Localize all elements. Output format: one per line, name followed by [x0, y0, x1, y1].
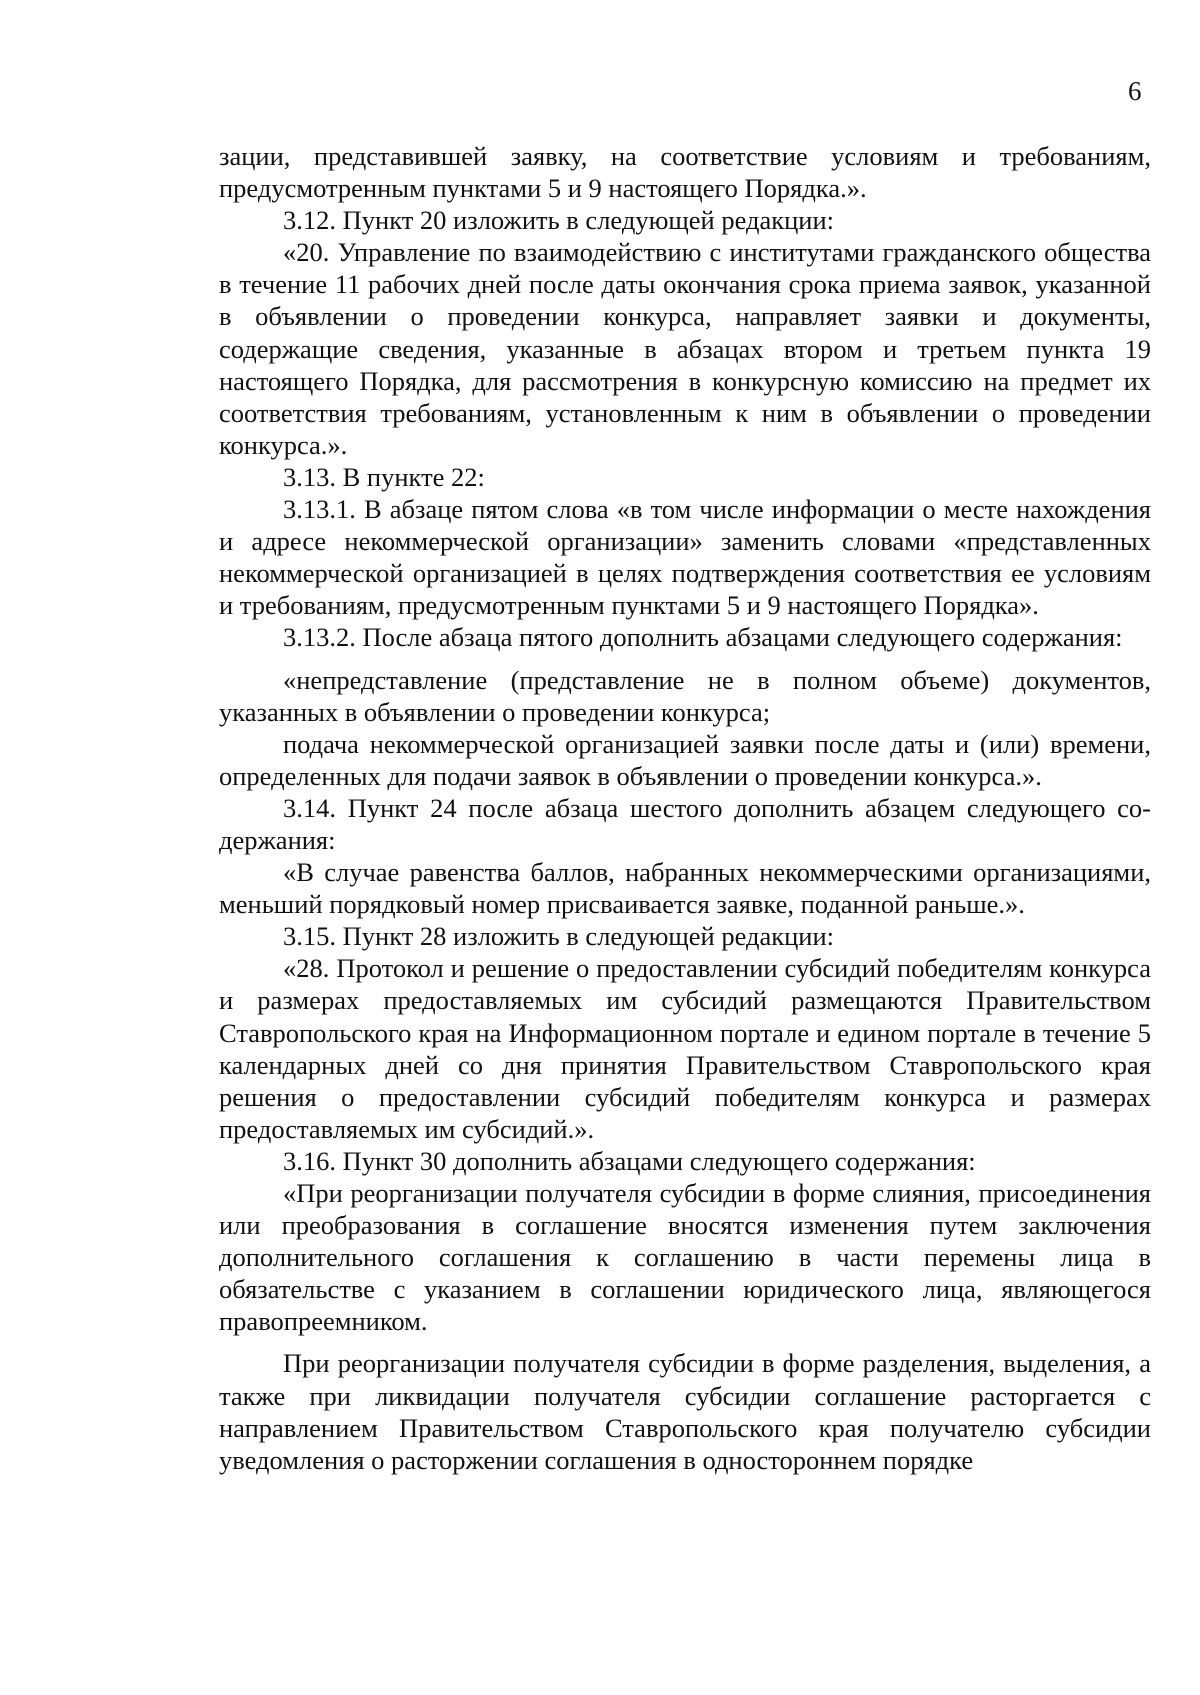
- paragraph-3-13-2: 3.13.2. После абзаца пятого дополнить абзацами следующего содержания:: [283, 622, 1123, 653]
- paragraph-reorganization-division: При реорганизации получателя субсидии в форме разделения, выделения, а также при ликвидации получателя субсидии соглашение расторгается с направлением Правительством Ставропольского края получателю субсидии уведомления о расторжении соглашения в одностороннем порядке: [219, 1348, 1151, 1475]
- paragraph-3-15: 3.15. Пункт 28 изложить в следующей редакции:: [283, 921, 835, 952]
- document-body: [219, 140, 1151, 1476]
- page-number: 6: [1128, 76, 1142, 106]
- paragraph-3-13-1: 3.13.1. В абзаце пятом слова «в том числе информации о месте нахождения и адресе некоммерческой организации» заменить словами «представленных некоммерческой организацией в целях подтверждения соответствия ее условиям и требованиям, предусмотренным пунктами 5 и 9 настоящего Порядка».: [219, 494, 1151, 621]
- paragraph-3-14: 3.14. Пункт 24 после абзаца шестого дополнить абзацем следующего содержания:: [219, 792, 1151, 855]
- paragraph-nonsubmission: «непредставление (представление не в полном объеме) документов, указанных в объявлении о проведении конкурса;: [219, 664, 1151, 727]
- paragraph-3-16: 3.16. Пункт 30 дополнить абзацами следующего содержания:: [283, 1145, 976, 1176]
- paragraph-equal-scores: «В случае равенства баллов, набранных некоммерческими организациями, меньший порядковый номер присваивается заявке, поданной раньше.».: [219, 857, 1151, 920]
- paragraph-item-20: «20. Управление по взаимодействию с институтами гражданского общества в течение 11 рабочих дней после даты окончания срока приема заявок, указанной в объявлении о проведении конкурса, направляет заявки и документы, содержащие сведения, указанные в абзацах втором и третьем пункта 19 настоящего Порядка, для рассмотрения в конкурсную комиссию на предмет их соответствия требованиям, установленным к ним в объявлении о проведении конкурса.».: [219, 237, 1151, 460]
- paragraph-item-28: «28. Протокол и решение о предоставлении субсидий победителям конкурса и размерах предоставляемых им субсидий размещаются Правительством Ставропольского края на Информационном портале и едином портале в течение 5 календарных дней со дня принятия Правительством Ставропольского края решения о предоставлении субсидий победителям конкурса и размерах предоставляемых им субсидий.».: [219, 953, 1151, 1144]
- paragraph-3-12: 3.12. Пункт 20 изложить в следующей редакции:: [283, 205, 835, 236]
- paragraph-continuation: зации, представившей заявку, на соответствие условиям и требованиям, предусмотренным пунктами 5 и 9 настоящего Порядка.».: [219, 141, 1151, 204]
- paragraph-3-13: 3.13. В пункте 22:: [283, 461, 485, 492]
- paragraph-reorganization-merger: «При реорганизации получателя субсидии в форме слияния, присоединения или преобразования в соглашение вносятся изменения путем заключения дополнительного соглашения к соглашению в части перемены лица в обязательстве с указанием в соглашении юридического лица, являющегося правопреемником.: [219, 1178, 1151, 1337]
- paragraph-late-submission: подача некоммерческой организацией заявки после даты и (или) времени, определенных для подачи заявок в объявлении о проведении конкурса.».: [219, 728, 1151, 791]
